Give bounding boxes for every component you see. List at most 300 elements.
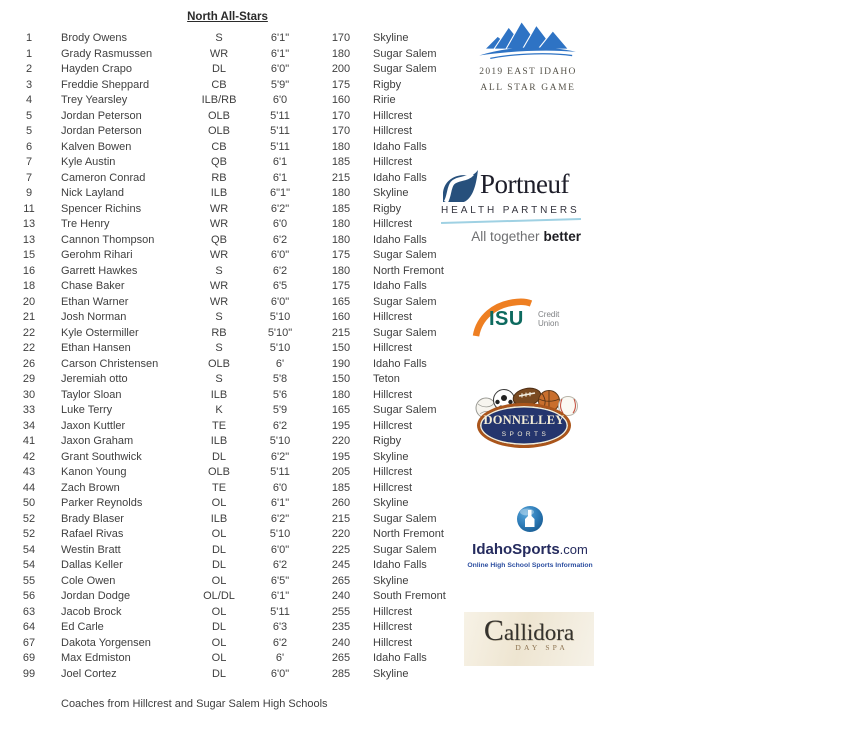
- isu-subtitle: [538, 311, 559, 328]
- player-height: 6'0": [270, 295, 290, 308]
- table-row: [0, 233, 480, 249]
- player-position: WR: [209, 280, 229, 292]
- player-number: 52: [22, 528, 36, 540]
- table-row: [0, 78, 480, 94]
- player-height: 6'0": [270, 667, 290, 680]
- player-number: 22: [22, 342, 36, 354]
- player-height: 6'2": [270, 202, 290, 215]
- player-name: Grant Southwick: [61, 450, 142, 463]
- player-position: ILB: [210, 388, 228, 401]
- player-position: S: [215, 32, 223, 44]
- table-row: [0, 31, 480, 47]
- player-weight: 265: [331, 574, 351, 587]
- player-weight: 260: [331, 497, 351, 509]
- player-position: DL: [211, 621, 227, 633]
- table-row: [0, 481, 480, 497]
- player-number: 13: [22, 233, 36, 246]
- table-row: [0, 93, 480, 109]
- player-name: Hayden Crapo: [61, 63, 132, 75]
- table-row: [0, 543, 480, 559]
- player-number: 3: [25, 78, 33, 91]
- table-row: [0, 171, 480, 187]
- player-height: 6'2": [270, 512, 290, 525]
- player-height: 6'5: [272, 280, 288, 292]
- player-name: Max Edmiston: [61, 652, 131, 664]
- player-height: 5'11: [270, 466, 290, 478]
- player-name: Tre Henry: [61, 218, 110, 230]
- player-weight: 225: [331, 543, 351, 556]
- player-name: Jordan Peterson: [61, 109, 142, 122]
- player-school: Hillcrest: [373, 636, 413, 649]
- player-height: 6'2: [272, 264, 288, 277]
- player-weight: 215: [331, 512, 351, 525]
- table-row: [0, 217, 480, 233]
- table-row: [0, 109, 480, 125]
- player-weight: 205: [331, 466, 351, 478]
- table-row: [0, 605, 480, 621]
- player-name: Cannon Thompson: [61, 233, 155, 246]
- player-position: S: [215, 342, 223, 354]
- player-number: 1: [25, 47, 33, 60]
- player-name: Josh Norman: [61, 311, 127, 323]
- player-height: 6"1": [269, 187, 291, 199]
- player-weight: 180: [331, 388, 351, 401]
- player-weight: 165: [331, 404, 351, 416]
- idahosports-name-main: IdahoSports: [472, 541, 560, 558]
- player-school: Hillcrest: [373, 605, 413, 618]
- east-idaho-line2: ALL STAR GAME: [480, 83, 576, 93]
- player-school: North Fremont: [373, 264, 444, 277]
- player-name: Jaxon Kuttler: [61, 419, 126, 432]
- player-number: 4: [25, 94, 33, 106]
- player-weight: 285: [331, 667, 351, 680]
- table-row: [0, 357, 480, 373]
- player-number: 20: [22, 295, 36, 308]
- table-row: [0, 388, 480, 404]
- player-position: ILB: [210, 435, 228, 447]
- player-school: Skyline: [373, 497, 409, 509]
- player-weight: 150: [331, 373, 351, 385]
- table-row: [0, 450, 480, 466]
- player-height: 6'2: [272, 233, 288, 246]
- player-height: 6'1": [270, 497, 290, 509]
- table-row: [0, 62, 480, 78]
- player-name: Trey Yearsley: [61, 94, 128, 106]
- player-weight: 165: [331, 295, 351, 308]
- player-number: 41: [22, 435, 36, 447]
- player-number: 18: [22, 280, 36, 292]
- player-school: Hillcrest: [373, 156, 413, 168]
- player-weight: 185: [331, 481, 351, 494]
- player-school: Rigby: [373, 435, 402, 447]
- player-school: Rigby: [373, 78, 402, 91]
- player-position: OL: [211, 574, 227, 587]
- player-position: WR: [209, 202, 229, 215]
- player-position: WR: [209, 218, 229, 230]
- table-row: [0, 341, 480, 357]
- player-position: WR: [209, 295, 229, 308]
- player-school: Ririe: [373, 94, 396, 106]
- table-row: [0, 47, 480, 63]
- player-number: 99: [22, 667, 36, 680]
- player-position: K: [215, 404, 223, 416]
- player-height: 5'10: [269, 528, 291, 540]
- player-position: WR: [209, 47, 229, 60]
- player-weight: 175: [331, 249, 351, 261]
- table-row: [0, 527, 480, 543]
- player-weight: 220: [331, 528, 351, 540]
- player-position: OLB: [207, 357, 230, 370]
- tagline-light: All together: [471, 228, 540, 244]
- table-row: [0, 372, 480, 388]
- player-school: Hillcrest: [373, 481, 413, 494]
- player-number: 11: [23, 202, 35, 215]
- table-row: [0, 636, 480, 652]
- player-name: Jaxon Graham: [61, 435, 134, 447]
- player-height: 6'1: [272, 171, 288, 184]
- player-height: 5'8: [272, 373, 288, 385]
- player-name: Ed Carle: [61, 621, 104, 633]
- player-school: Sugar Salem: [373, 63, 437, 75]
- player-position: ILB/RB: [201, 94, 237, 106]
- player-weight: 215: [331, 171, 351, 184]
- player-weight: 180: [331, 218, 351, 230]
- player-school: Sugar Salem: [373, 543, 437, 556]
- idahosports-logo: [466, 505, 594, 569]
- roster-table: [0, 31, 480, 682]
- player-position: OL: [211, 497, 227, 509]
- player-number: 56: [22, 590, 36, 602]
- portneuf-river-icon: [441, 169, 479, 203]
- table-row: [0, 496, 480, 512]
- player-weight: 220: [331, 435, 351, 447]
- player-school: North Fremont: [373, 528, 444, 540]
- player-height: 6': [275, 357, 285, 370]
- player-weight: 150: [331, 342, 351, 354]
- table-row: [0, 295, 480, 311]
- player-name: Kyle Ostermiller: [61, 326, 139, 339]
- player-position: WR: [209, 249, 229, 261]
- table-row: [0, 155, 480, 171]
- player-number: 69: [22, 652, 36, 664]
- page-title: North All-Stars: [187, 11, 268, 23]
- player-name: Gerohm Rihari: [61, 249, 133, 261]
- table-row: [0, 465, 480, 481]
- player-number: 15: [22, 249, 36, 261]
- player-school: South Fremont: [373, 590, 446, 602]
- player-weight: 240: [331, 636, 351, 649]
- tagline-bold: better: [543, 228, 581, 244]
- player-school: Hillcrest: [373, 311, 413, 323]
- player-weight: 180: [331, 187, 351, 199]
- player-weight: 195: [331, 419, 351, 432]
- isu-sub-union: Union: [538, 318, 559, 328]
- table-row: [0, 264, 480, 280]
- player-height: 5'6: [272, 388, 288, 401]
- idaho-globe-icon: [516, 505, 544, 533]
- idahosports-subtitle: Online High School Sports Information: [467, 562, 593, 569]
- player-weight: 160: [331, 94, 351, 106]
- player-position: OLB: [207, 109, 230, 122]
- player-school: Sugar Salem: [373, 249, 437, 261]
- player-position: RB: [211, 326, 227, 339]
- player-position: DL: [211, 667, 227, 680]
- player-position: OL: [211, 652, 227, 664]
- player-position: OL: [211, 605, 227, 618]
- player-number: 44: [22, 481, 36, 494]
- player-position: RB: [211, 171, 227, 184]
- player-height: 6'2: [272, 636, 288, 649]
- player-name: Kyle Austin: [61, 156, 116, 168]
- player-school: Sugar Salem: [373, 295, 437, 308]
- player-position: S: [215, 311, 223, 323]
- player-height: 6'1": [270, 590, 290, 602]
- player-number: 43: [22, 466, 36, 478]
- player-number: 34: [22, 419, 36, 432]
- player-school: Sugar Salem: [373, 326, 437, 339]
- player-position: DL: [211, 63, 227, 75]
- player-height: 6'0": [270, 543, 290, 556]
- player-name: Rafael Rivas: [61, 528, 124, 540]
- player-weight: 175: [331, 78, 351, 91]
- player-position: S: [215, 373, 223, 385]
- table-row: [0, 558, 480, 574]
- player-weight: 170: [331, 109, 351, 122]
- player-weight: 180: [331, 264, 351, 277]
- east-idaho-line1: 2019 EAST IDAHO: [479, 67, 577, 77]
- player-height: 6'2: [272, 559, 288, 571]
- player-name: Ethan Hansen: [61, 342, 131, 354]
- player-school: Hillcrest: [373, 125, 413, 137]
- player-weight: 195: [331, 450, 351, 463]
- player-school: Idaho Falls: [373, 171, 427, 184]
- player-position: DL: [211, 543, 227, 556]
- player-number: 21: [22, 311, 36, 323]
- table-row: [0, 651, 480, 667]
- player-name: Chase Baker: [61, 280, 125, 292]
- player-position: OL/DL: [203, 590, 235, 602]
- player-number: 22: [22, 326, 36, 339]
- player-height: 5'10: [269, 311, 291, 323]
- player-school: Idaho Falls: [373, 559, 427, 571]
- player-name: Kanon Young: [61, 466, 127, 478]
- player-name: Garrett Hawkes: [61, 264, 138, 277]
- player-weight: 170: [331, 125, 351, 137]
- player-position: CB: [211, 140, 227, 153]
- player-name: Jeremiah otto: [61, 373, 128, 385]
- player-position: DL: [211, 559, 227, 571]
- player-name: Nick Layland: [61, 187, 124, 199]
- player-height: 6'0: [272, 94, 288, 106]
- player-height: 6': [275, 652, 285, 664]
- player-number: 7: [25, 171, 33, 184]
- player-school: Idaho Falls: [373, 280, 427, 292]
- table-row: [0, 403, 480, 419]
- player-number: 9: [25, 187, 33, 199]
- player-height: 6'2: [272, 419, 288, 432]
- player-height: 6'0": [270, 249, 290, 261]
- player-weight: 185: [331, 202, 351, 215]
- mountains-icon: [476, 16, 580, 62]
- player-weight: 180: [331, 140, 351, 153]
- table-row: [0, 326, 480, 342]
- player-weight: 190: [331, 357, 351, 370]
- player-number: 7: [25, 156, 33, 168]
- player-school: Skyline: [373, 574, 409, 587]
- player-position: OLB: [207, 466, 230, 478]
- player-name: Freddie Sheppard: [61, 78, 150, 91]
- portneuf-logo: [441, 169, 583, 244]
- player-name: Westin Bratt: [61, 543, 121, 556]
- player-height: 6'2": [270, 450, 290, 463]
- player-height: 6'5": [270, 574, 290, 587]
- callidora-logo: [464, 612, 594, 666]
- player-school: Hillcrest: [373, 621, 413, 633]
- donnelley-subtitle: SPORTS: [501, 431, 550, 438]
- table-row: [0, 574, 480, 590]
- player-number: 64: [22, 621, 36, 633]
- player-position: ILB: [210, 187, 228, 199]
- player-weight: 175: [331, 280, 351, 292]
- table-row: [0, 512, 480, 528]
- player-weight: 180: [331, 233, 351, 246]
- player-position: TE: [211, 481, 227, 494]
- player-position: S: [215, 264, 223, 277]
- table-row: [0, 202, 480, 218]
- coaches-note: Coaches from Hillcrest and Sugar Salem High Schools: [61, 698, 328, 710]
- table-row: [0, 124, 480, 140]
- player-name: Cole Owen: [61, 574, 116, 587]
- player-number: 55: [22, 574, 36, 587]
- player-height: 6'1": [270, 47, 290, 60]
- player-number: 29: [22, 373, 36, 385]
- player-name: Carson Christensen: [61, 357, 159, 370]
- player-name: Jacob Brock: [61, 605, 122, 618]
- player-position: QB: [211, 233, 227, 246]
- player-number: 52: [22, 512, 36, 525]
- table-row: [0, 186, 480, 202]
- player-weight: 265: [331, 652, 351, 664]
- player-weight: 200: [331, 63, 351, 75]
- player-name: Dallas Keller: [61, 559, 123, 571]
- player-position: OL: [211, 528, 227, 540]
- table-row: [0, 434, 480, 450]
- player-number: 30: [22, 388, 36, 401]
- player-school: Sugar Salem: [373, 47, 437, 60]
- player-weight: 215: [331, 326, 351, 339]
- portneuf-name: Portneuf: [480, 169, 569, 199]
- isu-swoosh-icon: [468, 296, 586, 342]
- player-weight: 160: [331, 311, 351, 323]
- east-idaho-all-star-logo: [466, 16, 590, 93]
- player-name: Cameron Conrad: [61, 171, 146, 184]
- player-school: Hillcrest: [373, 419, 413, 432]
- player-height: 5'10": [267, 326, 293, 339]
- player-name: Zach Brown: [61, 481, 120, 494]
- table-row: [0, 140, 480, 156]
- player-height: 6'3: [272, 621, 288, 633]
- player-position: OLB: [207, 125, 230, 137]
- player-school: Idaho Falls: [373, 357, 427, 370]
- player-height: 5'10: [269, 342, 291, 354]
- player-position: TE: [211, 419, 227, 432]
- player-school: Idaho Falls: [373, 233, 427, 246]
- player-name: Kalven Bowen: [61, 140, 132, 153]
- player-height: 6'0": [270, 63, 290, 75]
- player-number: 67: [22, 636, 36, 649]
- donnelley-sports-logo: [472, 386, 580, 454]
- donnelley-name: DONNELLEY: [483, 413, 565, 427]
- player-position: DL: [211, 450, 227, 463]
- player-height: 5'10: [269, 435, 291, 447]
- player-school: Teton: [373, 373, 400, 385]
- player-number: 26: [22, 357, 36, 370]
- table-row: [0, 248, 480, 264]
- player-height: 5'11: [270, 605, 290, 618]
- portneuf-tagline: [441, 229, 583, 244]
- player-name: Parker Reynolds: [61, 497, 143, 509]
- player-school: Rigby: [373, 202, 402, 215]
- player-school: Skyline: [373, 32, 409, 44]
- player-name: Ethan Warner: [61, 295, 129, 308]
- isu-sub-credit: Credit: [538, 310, 560, 319]
- player-school: Hillcrest: [373, 466, 413, 478]
- player-weight: 180: [331, 47, 351, 60]
- callidora-subtitle: DAY SPA: [515, 643, 568, 652]
- table-row: [0, 667, 480, 683]
- player-school: Skyline: [373, 450, 409, 463]
- player-number: 42: [22, 450, 36, 463]
- table-row: [0, 620, 480, 636]
- idahosports-name-tld: .com: [559, 542, 588, 557]
- isu-credit-union-logo: [468, 296, 586, 342]
- player-school: Hillcrest: [373, 388, 413, 401]
- player-number: 33: [22, 404, 36, 416]
- player-number: 6: [25, 140, 33, 153]
- player-weight: 235: [331, 621, 351, 633]
- player-number: 13: [22, 218, 36, 230]
- player-weight: 245: [331, 559, 351, 571]
- player-height: 5'11: [270, 140, 290, 153]
- player-school: Sugar Salem: [373, 512, 437, 525]
- player-position: ILB: [210, 512, 228, 525]
- player-height: 5'9": [270, 78, 290, 91]
- player-name: Jordan Peterson: [61, 125, 142, 137]
- callidora-name: Callidora: [483, 614, 575, 647]
- player-school: Hillcrest: [373, 342, 413, 354]
- table-row: [0, 589, 480, 605]
- player-number: 16: [22, 264, 36, 277]
- player-name: Luke Terry: [61, 404, 113, 416]
- player-number: 54: [22, 559, 36, 571]
- player-school: Idaho Falls: [373, 140, 427, 153]
- player-name: Dakota Yorgensen: [61, 636, 151, 649]
- table-row: [0, 419, 480, 435]
- player-school: Skyline: [373, 667, 409, 680]
- player-number: 63: [22, 605, 36, 618]
- isu-name: ISU: [489, 308, 524, 330]
- player-height: 6'0: [272, 218, 288, 230]
- player-height: 5'9: [272, 404, 288, 416]
- table-row: [0, 279, 480, 295]
- portneuf-subtitle: HEALTH PARTNERS: [441, 205, 580, 216]
- player-height: 6'1: [272, 156, 288, 168]
- player-number: 1: [25, 32, 33, 44]
- player-name: Spencer Richins: [61, 202, 142, 215]
- table-row: [0, 310, 480, 326]
- player-school: Hillcrest: [373, 109, 413, 122]
- player-number: 50: [22, 497, 36, 509]
